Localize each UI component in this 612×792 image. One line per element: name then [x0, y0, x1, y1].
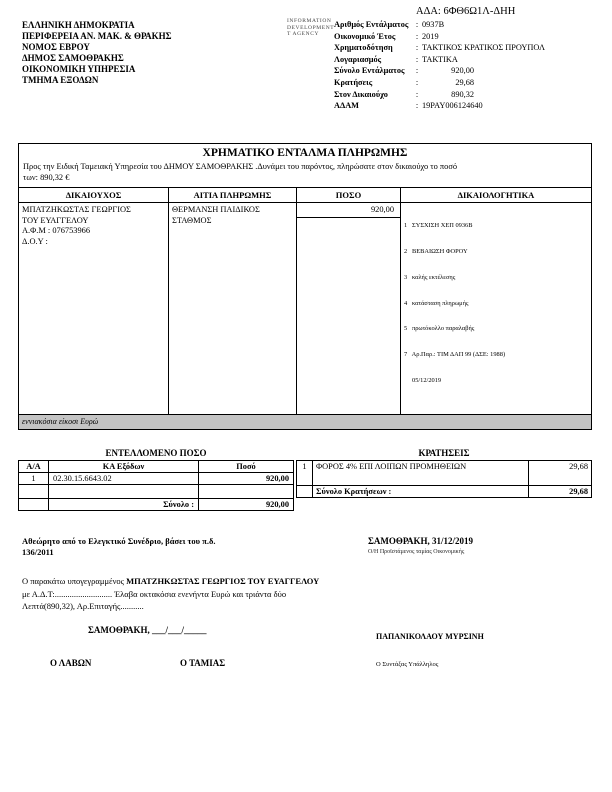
- issuer-line: ΟΙΚΟΝΟΜΙΚΗ ΥΠΗΡΕΣΙΑ: [22, 64, 136, 74]
- document-item: 3 καλής εκτέλεσης: [404, 273, 456, 281]
- document-item: 4 κατάσταση πληρωμής: [404, 299, 469, 307]
- ordered-amount-section: [18, 448, 294, 511]
- order-intro: [19, 161, 591, 187]
- place-and-date: ΣΑΜΟΘΡΑΚΗ, 31/12/2019: [368, 536, 474, 546]
- deductions-section: [296, 448, 592, 498]
- issuer-block: [22, 20, 172, 86]
- issuer-line: ΕΛΛΗΝΙΚΗ ΔΗΜΟΚΡΑΤΙΑ: [22, 20, 135, 30]
- receipt-line1-prefix: Ο παρακάτω υπογεγραμμένος: [22, 576, 127, 586]
- total-row-blank: [19, 498, 49, 510]
- receipt-declaration: [22, 575, 442, 613]
- order-main-table: [19, 187, 591, 414]
- issuer-line: ΤΜΗΜΑ ΕΞΟΔΩΝ: [22, 75, 99, 85]
- issuer-line: ΔΗΜΟΣ ΣΑΜΟΘΡΑΚΗΣ: [22, 53, 124, 63]
- audit-exemption-note: [22, 536, 216, 558]
- meta-label: Σύνολο Εντάλματος: [334, 66, 405, 76]
- deduction-aa: 1: [297, 461, 313, 485]
- col-header-expense-code: ΚΑ Εξόδων: [49, 461, 199, 473]
- column-header-beneficiary: ΔΙΚΑΙΟΥΧΟΣ: [19, 188, 169, 203]
- column-header-documents: ΔΙΚΑΙΟΛΟΓΗΤΙΚΑ: [401, 188, 591, 203]
- row-amount: 920,00: [199, 473, 293, 485]
- deductions-total-label: Σύνολο Κρατήσεων :: [313, 485, 529, 497]
- meta-separator: :: [415, 20, 419, 29]
- meta-separator: :: [415, 66, 419, 76]
- meta-label: Λογαριασμός: [334, 54, 382, 64]
- receipt-place-date-blank: ΣΑΜΟΘΡΑΚΗ, ___/___/_____: [88, 625, 207, 635]
- receiver-signature-label: Ο ΛΑΒΩΝ: [50, 658, 92, 668]
- deductions-total-amount: 29,68: [529, 485, 591, 497]
- document-item: 5 πρωτόκολλο παραλαβής: [404, 325, 475, 333]
- meta-row-account: [334, 54, 545, 66]
- total-amount: 920,00: [199, 498, 293, 510]
- audit-note-line2: 136/2011: [22, 547, 54, 557]
- meta-row-funding: [334, 42, 545, 54]
- meta-separator: :: [415, 77, 419, 87]
- beneficiary-doy: Δ.Ο.Υ :: [22, 236, 48, 246]
- cashier-signature-label: Ο ΤΑΜΙΑΣ: [180, 658, 226, 668]
- meta-separator: :: [415, 101, 419, 111]
- agency-watermark: [287, 18, 334, 38]
- meta-value: 890,32: [451, 89, 474, 99]
- issuer-line: ΠΕΡΙΦΕΡΕΙΑ ΑΝ. ΜΑΚ. & ΘΡΑΚΗΣ: [22, 31, 172, 41]
- meta-row-order-number: [334, 19, 545, 31]
- document-item: 05/12/2019: [404, 376, 442, 384]
- meta-value: ΤΑΚΤΙΚΟΣ ΚΡΑΤΙΚΟΣ ΠΡΟΥΠΟΛ: [422, 43, 546, 53]
- order-intro-line2: των: 890,32 €: [23, 172, 70, 182]
- meta-separator: :: [415, 89, 419, 99]
- receipt-line3: Λεπτά(890,32), Αρ.Επιταγής...........: [22, 601, 144, 611]
- deductions-title: ΚΡΑΤΗΣΕΙΣ: [418, 448, 470, 458]
- supporting-documents-cell: [401, 203, 591, 414]
- meta-value: 29,68: [455, 77, 474, 87]
- payment-order-box: [18, 143, 592, 430]
- deduction-description: ΦΟΡΟΣ 4% ΕΠΙ ΛΟΙΠΩΝ ΠΡΟΜΗΘΕΙΩΝ: [313, 461, 529, 485]
- meta-label: ΑΔΑΜ: [334, 101, 360, 111]
- meta-label: Χρηματοδότηση: [334, 43, 393, 53]
- meta-row-fiscal-year: [334, 31, 545, 43]
- clerk-title: Ο Συντάξας Υπάλληλος: [376, 661, 439, 668]
- watermark-line: INFORMATION: [287, 18, 332, 24]
- meta-value: 0937Β: [422, 20, 445, 29]
- document-item: 2 ΒΕΒΑΙΩΣΗ ΦΟΡΟΥ: [404, 247, 468, 255]
- deduction-amount: 29,68: [569, 462, 588, 471]
- column-header-reason: ΑΙΤΙΑ ΠΛΗΡΩΜΗΣ: [169, 188, 297, 203]
- meta-value: 2019: [422, 31, 439, 41]
- row-expense-code: 02.30.15.6643.02: [49, 473, 199, 485]
- col-header-amount: Ποσό: [199, 461, 293, 473]
- meta-label: Στον Δικαιούχο: [334, 89, 388, 99]
- total-label: Σύνολο :: [49, 498, 199, 510]
- deductions-table: [296, 460, 592, 498]
- payment-reason-cell: [169, 203, 297, 414]
- payment-reason-line: ΘΕΡΜΑΝΣΗ ΠΑΙΔΙΚΟΣ: [172, 205, 260, 214]
- meta-row-deductions: [334, 77, 545, 89]
- ada-code: ΑΔΑ: 6ΦΘ6Ω1Λ-ΔΗΗ: [416, 6, 516, 17]
- beneficiary-name: ΜΠΑΤΖΗΚΩΣΤΑΣ ΓΕΩΡΓΙΟΣ: [22, 205, 131, 214]
- spacer-cell: [19, 485, 49, 498]
- order-intro-line1: Προς την Ειδική Ταμειακή Υπηρεσία του ΔΗΜΟΥ ΣΑΜΟΘΡΑΚΗΣ .Δυνάμει του παρόντος, πληρώσατε στον δικαιούχο το ποσό: [23, 162, 458, 171]
- meta-label: Κρατήσεις: [334, 77, 373, 87]
- row-aa: 1: [19, 473, 49, 485]
- amount-in-words-bar: εννιακόσια είκοσι Ευρώ: [19, 414, 591, 429]
- watermark-line: DEVELOPMENT: [287, 24, 335, 31]
- meta-value: 920,00: [451, 66, 474, 76]
- meta-label: Αριθμός Εντάλματος: [334, 20, 409, 29]
- receipt-line1: [22, 575, 442, 588]
- meta-separator: :: [415, 54, 419, 64]
- spacer-cell: [199, 485, 293, 498]
- order-meta-fields: [334, 19, 545, 112]
- meta-label: Οικονομικό Έτος: [334, 31, 396, 41]
- receipt-beneficiary-name: ΜΠΑΤΖΗΚΩΣΤΑΣ ΓΕΩΡΓΙΟΣ ΤΟΥ ΕΥΑΓΓΕΛΟΥ: [126, 576, 320, 586]
- deductions-total-blank: [297, 485, 313, 497]
- amount-cell: [297, 203, 401, 414]
- document-item: 1 ΣΥΣΧΙΣΗ ΧΕΠ 0936Β: [404, 222, 473, 230]
- receipt-line2: με Α.Δ.Τ:........................... Έλαβα οκτακόσια ενενήντα Ευρώ και τριάντα δύο: [22, 588, 287, 599]
- issuer-line: ΝΟΜΟΣ ΕΒΡΟΥ: [22, 42, 90, 52]
- meta-separator: :: [415, 43, 419, 53]
- amount-value: 920,00: [297, 203, 400, 218]
- meta-value: 19PAY006124640: [422, 101, 483, 111]
- col-header-aa: Α/Α: [19, 461, 49, 473]
- column-header-amount: ΠΟΣΟ: [297, 188, 401, 203]
- meta-row-order-total: [334, 65, 545, 77]
- spacer-cell: [49, 485, 199, 498]
- document-item: 7 Αρ.Παρ.: ΤΙΜ ΔΑΠ 99 (ΔΣΕ: 1988): [404, 351, 506, 359]
- watermark-line: T AGENCY: [287, 31, 320, 37]
- ordered-amount-title: ΕΝΤΕΛΛΟΜΕΝΟ ΠΟΣΟ: [105, 448, 207, 458]
- document-title: ΧΡΗΜΑΤΙΚΟ ΕΝΤΑΛΜΑ ΠΛΗΡΩΜΗΣ: [202, 147, 408, 159]
- meta-value: ΤΑΚΤΙΚΑ: [422, 54, 458, 64]
- beneficiary-cell: [19, 203, 169, 414]
- meta-row-adam: [334, 100, 545, 112]
- meta-separator: :: [415, 31, 419, 41]
- clerk-name: ΠΑΠΑΝΙΚΟΛΑΟΥ ΜΥΡΣΙΝΗ: [376, 632, 484, 641]
- finance-officer-title: Ο/Η Προϊστάμενος ταμίας Οικονομικής: [368, 549, 465, 555]
- meta-row-to-beneficiary: [334, 89, 545, 101]
- beneficiary-afm: Α.Φ.Μ : 076753966: [22, 226, 91, 235]
- beneficiary-father-name: ΤΟΥ ΕΥΑΓΓΕΛΟΥ: [22, 215, 89, 225]
- audit-note-line1: Αθεώρητο από το Ελεγκτικό Συνέδριο, βάσει του π.δ.: [22, 536, 216, 546]
- payment-reason-line: ΣΤΑΘΜΟΣ: [172, 215, 212, 225]
- ordered-amount-table: [18, 460, 294, 511]
